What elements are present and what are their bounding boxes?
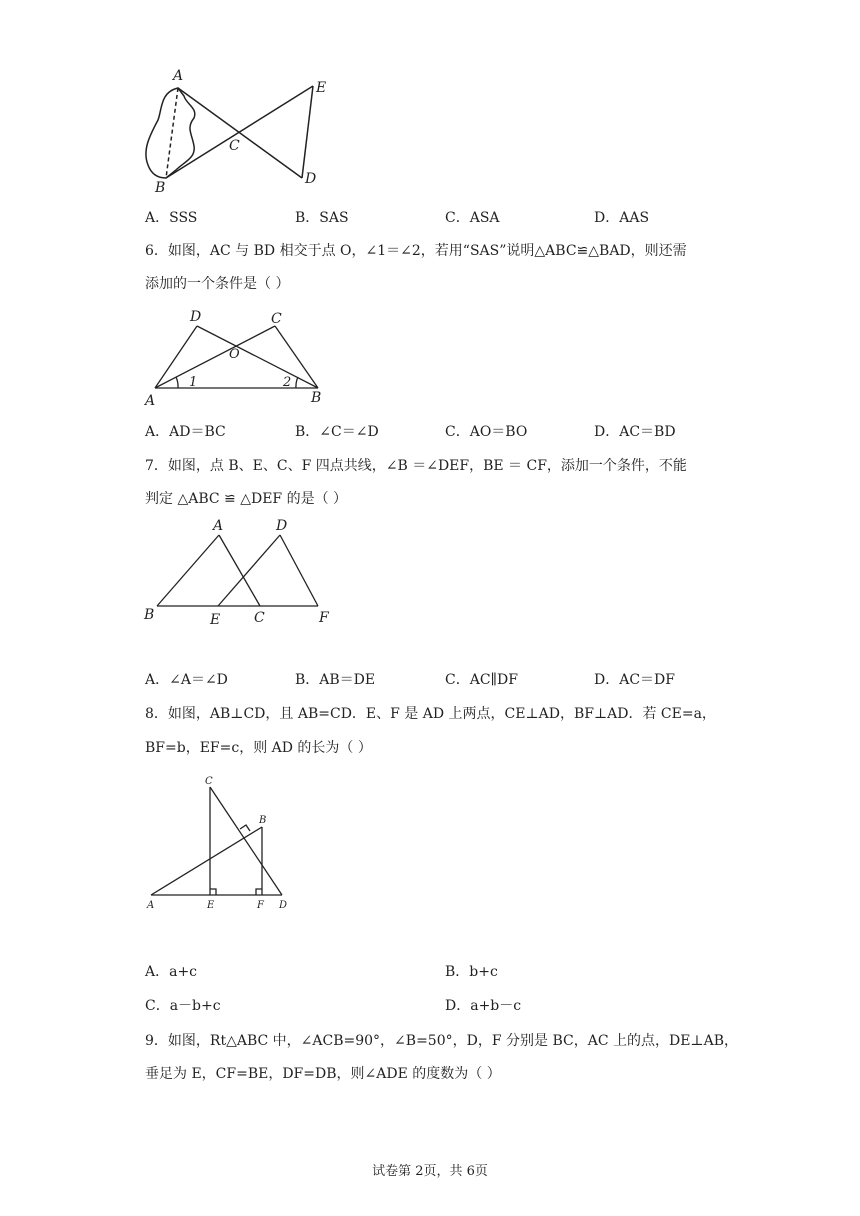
q5-option-d: D．AAS	[594, 210, 650, 226]
q7-label-A: A	[213, 518, 224, 534]
q6-label-1: 1	[189, 375, 198, 390]
q8-stem-line2: BF=b，EF=c，则 AD 的长为（ ）	[145, 740, 372, 756]
q7-label-D: D	[276, 518, 288, 534]
q6-label-C: C	[271, 311, 282, 327]
q5-option-c: C．ASA	[445, 210, 500, 226]
q7-label-E: E	[210, 612, 221, 628]
q6-label-B: B	[311, 390, 322, 406]
q8-option-c: C．a－b+c	[145, 998, 221, 1014]
q6-label-O: O	[229, 347, 240, 362]
q5-label-D: D	[305, 171, 317, 187]
q5-label-C: C	[229, 138, 240, 154]
q8-label-B: B	[259, 815, 267, 826]
page-footer: 试卷第 2页，共 6页	[372, 1164, 488, 1179]
q7-label-F: F	[319, 610, 329, 626]
q6-label-A: A	[145, 393, 156, 409]
q8-label-C: C	[205, 776, 213, 787]
q6-stem-line1: 6．如图，AC 与 BD 相交于点 O，∠1＝∠2，若用“SAS”说明△ABC≌△BAD，则还需	[145, 243, 687, 259]
q8-stem-line1: 8．如图，AB⊥CD，且 AB=CD．E、F 是 AD 上两点，CE⊥AD，BF⊥AD．若 CE=a，	[145, 706, 716, 722]
q7-stem-line1: 7．如图，点 B、E、C、F 四点共线，∠B ＝∠DEF，BE ＝ CF，添加一个条件，不能	[145, 458, 687, 474]
q7-label-C: C	[254, 610, 265, 626]
q6-label-2: 2	[283, 375, 292, 390]
q5-label-A: A	[173, 68, 184, 84]
q7-label-B: B	[144, 607, 155, 623]
q6-option-c: C．AO＝BO	[445, 424, 528, 440]
q8-label-E: E	[207, 900, 215, 911]
q9-stem-line1: 9．如图，Rt△ABC 中，∠ACB=90°，∠B=50°，D，F 分别是 BC，AC 上的点，DE⊥AB，	[145, 1033, 738, 1049]
q6-option-a: A．AD＝BC	[145, 424, 226, 440]
q5-option-a: A．SSS	[145, 210, 198, 226]
q8-option-d: D．a+b－c	[445, 998, 522, 1014]
q7-option-c: C．AC∥DF	[445, 672, 518, 688]
q8-label-D: D	[279, 900, 288, 911]
q6-option-b: B．∠C＝∠D	[295, 424, 379, 440]
q6-label-D: D	[190, 309, 202, 325]
q9-stem-line2: 垂足为 E，CF=BE，DF=DB，则∠ADE 的度数为（ ）	[145, 1066, 501, 1082]
q7-option-a: A．∠A＝∠D	[145, 672, 228, 688]
q6-option-d: D．AC＝BD	[594, 424, 676, 440]
q5-option-b: B．SAS	[295, 210, 349, 226]
q7-stem-line2: 判定 △ABC ≌ △DEF 的是（ ）	[145, 491, 348, 507]
q8-option-a: A．a+c	[145, 964, 198, 980]
q7-option-d: D．AC＝DF	[594, 672, 675, 688]
q7-option-b: B．AB＝DE	[295, 672, 376, 688]
q5-label-E: E	[316, 80, 327, 96]
q8-option-b: B．b+c	[445, 964, 498, 980]
q5-label-B: B	[155, 180, 166, 196]
q8-label-F: F	[257, 900, 264, 911]
q8-label-A: A	[147, 900, 155, 911]
q6-stem-line2: 添加的一个条件是（ ）	[145, 276, 290, 292]
